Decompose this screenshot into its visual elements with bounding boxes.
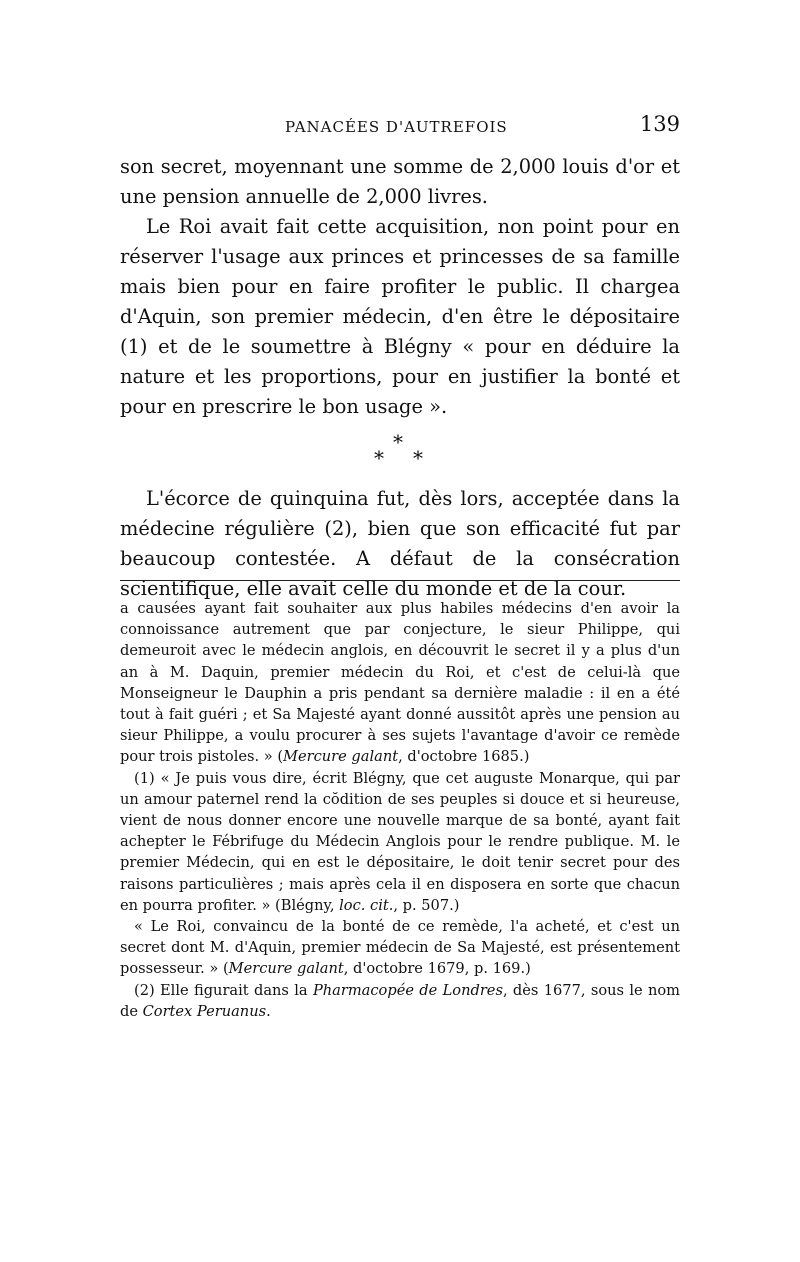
footnote-continued: a causées ayant fait souhaiter aux plus habiles médecins d'en avoir la connoissance autrement que par conjecture, le sieur Philippe, qui demeuroit avec le médecin anglois, en découvrit le secret il y a plus d'un an à M. Daquin, premier médecin du Roi, et c'est de celui-là que Monseigneur le Dauphin a pris pendant sa dernière maladie : il en a été tout à fait guéri ; et Sa Majesté ayant donné aussitôt après une pension au sieur Philippe, a voulu procurer à ses sujets l'avantage d'avoir ce remède pour trois pistoles. » (Mercure galant, d'octobre 1685.) (120, 600, 680, 766)
footnote-divider (120, 580, 680, 581)
asterism-star-right: * (413, 446, 423, 470)
footnotes (120, 598, 680, 1022)
paragraph-roi-acquisition: Le Roi avait fait cette acquisition, non point pour en réserver l'usage aux princes et princesses de sa famille mais bien pour en faire profiter le public. Il chargea d'Aquin, son premier médecin, d'en être le dépositaire (1) et de le soumettre à Blégny « pour en déduire la nature et les proportions, pour en justifier la bonté et pour en prescrire le bon usage ». (120, 215, 680, 418)
asterism (120, 426, 680, 478)
footnote-1-quote: « Le Roi, convaincu de la bonté de ce remède, l'a acheté, et c'est un secret dont M. d'Aquin, premier médecin de Sa Majesté, est présentement possesseur. » (Mercure galant, d'octobre 1679, p. 169.) (120, 918, 680, 978)
running-head-title: PANACÉES D'AUTREFOIS (285, 118, 508, 136)
paragraph-quinquina: L'écorce de quinquina fut, dès lors, acceptée dans la médecine régulière (2), bien que son efficacité fut par beaucoup contestée. A défaut de la consécration scientifique, elle avait celle du monde et de la cour. (120, 487, 680, 600)
asterism-star-left: * (374, 446, 384, 470)
footnote-1: (1) « Je puis vous dire, écrit Blégny, que cet auguste Monarque, qui par un amour paternel rend la cŏdition de ses peuples si douce et si heureuse, vient de nous donner encore une nouvelle marque de sa bonté, ayant fait achepter le Fébrifuge du Médecin Anglois pour le rendre publique. M. le premier Médecin, qui en est le dépositaire, le doit tenir secret pour des raisons particulières ; mais après cela il en disposera en sorte que chacun en pourra profiter. » (Blégny, loc. cit., p. 507.) (120, 769, 680, 914)
main-text (120, 152, 680, 604)
running-head (120, 112, 680, 142)
paragraph-continued: son secret, moyennant une somme de 2,000 louis d'or et une pension annuelle de 2,000 livres. (120, 155, 680, 208)
asterism-star-top: * (393, 430, 403, 454)
footnote-2: (2) Elle figurait dans la Pharmacopée de Londres, dès 1677, sous le nom de Cortex Peruanus. (120, 981, 680, 1020)
page-number: 139 (639, 112, 680, 136)
book-page (120, 0, 680, 1262)
